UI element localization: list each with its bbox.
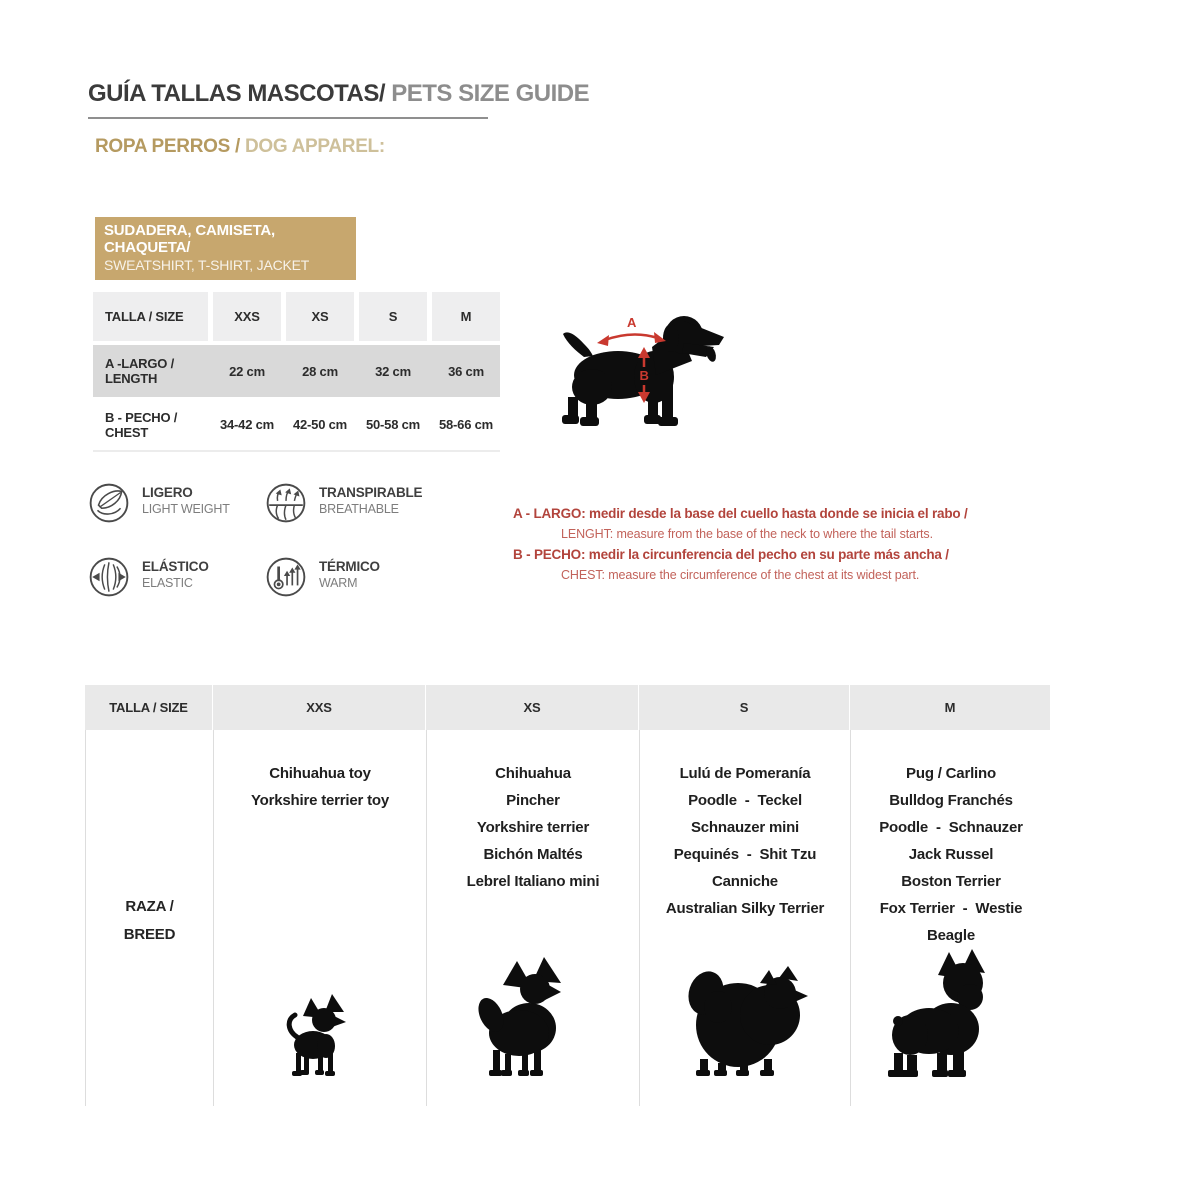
breed-item: Lulú de Pomeranía: [679, 765, 811, 782]
breed-item: Chihuahua toy: [269, 765, 371, 782]
thermal-icon: [265, 556, 307, 598]
breed-header-label: TALLA / SIZE: [85, 685, 212, 730]
breed-table-body: [85, 730, 1050, 1106]
page-title: [88, 80, 590, 119]
chest-row-label: B - PECHO / CHEST: [93, 401, 208, 448]
page-title-en: PETS SIZE GUIDE: [385, 80, 590, 107]
long-haired-chihuahua-icon: [477, 955, 589, 1081]
breed-cell-xxs: [214, 730, 426, 1107]
feature-elastic-label-es: ELÁSTICO: [142, 559, 209, 574]
breed-list-m: [879, 760, 1023, 949]
feature-breathable-label-es: TRANSPIRABLE: [319, 485, 423, 500]
size-table-length-row: [93, 345, 500, 397]
note-b-es: B - PECHO: medir la circunferencia del pecho en su parte más ancha /: [513, 547, 949, 562]
breed-item: Chihuahua: [495, 765, 571, 782]
category-line-es: SUDADERA, CAMISETA, CHAQUETA/: [104, 222, 275, 256]
french-bulldog-icon: [887, 949, 1015, 1081]
labrador-measure-diagram-icon: [556, 303, 791, 453]
breed-item: Yorkshire terrier: [476, 819, 590, 836]
size-table-header-m: M: [432, 292, 500, 341]
feature-elastic-label-en: ELASTIC: [142, 576, 193, 590]
breed-row-label-cell: [86, 730, 213, 1107]
length-s: 32 cm: [375, 363, 411, 379]
breed-item: Poodle - Teckel: [688, 792, 802, 809]
size-table: [93, 292, 500, 452]
breed-list-s: [666, 760, 824, 922]
category-line-en: SWEATSHIRT, T-SHIRT, JACKET: [104, 257, 310, 273]
note-a-es: A - LARGO: medir desde la base del cuello hasta donde se inicia el rabo /: [513, 506, 968, 521]
chest-arrow-label: B: [639, 368, 649, 383]
size-table-header-xxs: XXS: [213, 292, 281, 341]
size-table-header-s: S: [359, 292, 427, 341]
breed-item: Pincher: [506, 792, 560, 809]
feature-thermal-label-es: TÉRMICO: [319, 559, 380, 574]
chest-m: 58-66 cm: [432, 401, 500, 448]
category-box: [95, 217, 356, 280]
breed-row-label-en: BREED: [123, 925, 176, 943]
breed-item: Bichón Maltés: [483, 846, 583, 863]
size-table-header-xs: XS: [286, 292, 354, 341]
breed-header-m: M: [850, 685, 1050, 730]
breed-table-header-row: [85, 685, 1050, 730]
breed-list-xs: [467, 760, 600, 895]
breed-cell-s: [640, 730, 850, 1107]
breed-header-xs: XS: [426, 685, 638, 730]
breed-item: Jack Russel: [908, 846, 994, 863]
breed-header-s: S: [639, 685, 849, 730]
chest-xxs: 34-42 cm: [213, 401, 281, 448]
size-table-header-row: [93, 292, 500, 341]
breed-cell-xs: [427, 730, 639, 1107]
breed-item: Schnauzer mini: [690, 819, 800, 836]
size-table-chest-row: [93, 401, 500, 452]
elastic-icon: [88, 556, 130, 598]
breed-table: [85, 685, 1050, 1106]
breed-item: Beagle: [927, 927, 975, 944]
note-a-en: LENGHT: measure from the base of the neck to where the tail starts.: [561, 527, 933, 541]
breed-item: Australian Silky Terrier: [665, 900, 825, 917]
breed-item: Poodle - Schnauzer: [879, 819, 1023, 836]
subtitle-es: ROPA PERROS /: [95, 136, 245, 157]
breed-item: Pug / Carlino: [906, 765, 996, 782]
measurement-diagram: [556, 303, 791, 453]
breed-item: Pequinés - Shit Tzu: [673, 846, 817, 863]
feather-hand-icon: [88, 482, 130, 524]
length-arrow: [597, 315, 666, 346]
breed-item: Fox Terrier - Westie: [879, 900, 1023, 917]
feature-lightweight: [88, 482, 230, 524]
section-subtitle: [95, 136, 385, 158]
breed-list-xxs: [251, 760, 389, 814]
size-table-header-label: TALLA / SIZE: [93, 292, 208, 341]
chest-s: 50-58 cm: [359, 401, 427, 448]
page-title-es: GUÍA TALLAS MASCOTAS/: [88, 80, 386, 107]
length-row-label: A -LARGO / LENGTH: [105, 356, 175, 386]
subtitle-en: DOG APPAREL:: [244, 136, 385, 157]
breed-header-xxs: XXS: [213, 685, 425, 730]
length-xxs: 22 cm: [229, 363, 265, 379]
feature-lightweight-label-es: LIGERO: [142, 485, 193, 500]
breathable-icon: [265, 482, 307, 524]
feature-elastic: [88, 556, 209, 598]
feature-lightweight-label-en: LIGHT WEIGHT: [142, 502, 230, 516]
breed-item: Boston Terrier: [901, 873, 1001, 890]
note-b-en: CHEST: measure the circumference of the chest at its widest part.: [561, 568, 920, 582]
length-m: 36 cm: [448, 363, 484, 379]
length-xs: 28 cm: [302, 363, 338, 379]
length-arrow-label: A: [627, 315, 637, 330]
chest-arrow: [638, 347, 650, 403]
pomeranian-icon: [676, 963, 814, 1081]
breed-item: Bulldog Franchés: [889, 792, 1013, 809]
breed-row-label-es: RAZA /: [125, 897, 174, 915]
breed-cell-m: [851, 730, 1051, 1107]
chihuahua-icon: [283, 993, 358, 1081]
chest-xs: 42-50 cm: [286, 401, 354, 448]
feature-breathable-label-en: BREATHABLE: [319, 502, 399, 516]
breed-item: Canniche: [712, 873, 778, 890]
breed-item: Yorkshire terrier toy: [250, 792, 390, 809]
breed-item: Lebrel Italiano mini: [466, 873, 600, 890]
measuring-notes: [513, 503, 968, 585]
feature-thermal: [265, 556, 380, 598]
feature-breathable: [265, 482, 422, 524]
feature-thermal-label-en: WARM: [319, 576, 358, 590]
